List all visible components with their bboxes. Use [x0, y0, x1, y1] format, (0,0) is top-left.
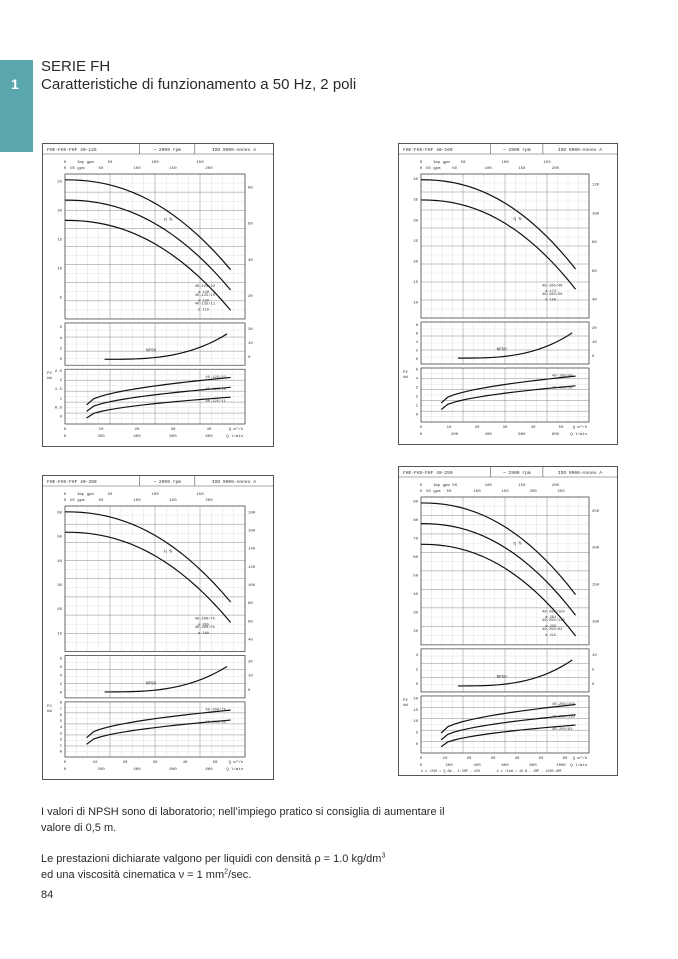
head-right-tick: 80 — [248, 186, 253, 191]
power-curve-label: 40-200/75 — [205, 708, 226, 713]
head-left-tick: 40 — [413, 592, 418, 597]
imp-gpm-tick: 50 — [452, 484, 458, 488]
head-left-tick: 20 — [57, 608, 62, 613]
npsh-label: NPSH — [146, 349, 157, 354]
flow-lmin-tick: 200 — [97, 435, 105, 439]
npsh-right-tick: 0 — [248, 688, 251, 693]
npsh-right-tick: 0 — [592, 355, 595, 359]
chart-rpm-label: ~ 2900 rpm — [153, 480, 181, 485]
npsh-left-tick: 6 — [59, 666, 62, 671]
power-curve-label: 40-200/55 — [205, 720, 226, 725]
imp-gpm-unit: Imp gpm — [77, 493, 94, 497]
power-curve-label: 40-250/92 — [552, 728, 573, 733]
flow-lmin-tick: 1000 — [556, 764, 566, 768]
power-left-tick: 2 — [59, 738, 62, 743]
head-right-tick: 20 — [248, 295, 253, 300]
power-curve-label: 40-250/110 — [552, 715, 575, 720]
flow-lmin-tick: 800 — [205, 768, 213, 772]
head-left-tick: 90 — [413, 500, 418, 505]
chart-standard-label: ISO 9906-Annex A — [211, 480, 256, 485]
power-label: P2 — [47, 704, 52, 709]
impeller-diameter-label: ø 215 — [545, 633, 557, 638]
flow-m3h-tick: 0 — [419, 426, 423, 430]
flow-m3h-tick: 40 — [206, 428, 212, 432]
head-right-tick: 100 — [248, 583, 256, 588]
flow-m3h-tick: 10 — [442, 757, 448, 761]
head-left-tick: 70 — [413, 537, 418, 542]
npsh-curve — [105, 334, 227, 359]
imp-gpm-unit: Imp gpm — [433, 161, 450, 165]
npsh-left-tick: 6 — [415, 332, 418, 337]
imp-gpm-tick: 0 — [419, 484, 423, 488]
npsh-right-tick: 20 — [248, 660, 253, 665]
head-left-tick: 60 — [57, 511, 62, 516]
chart-model-label: FHE-FHS-FHF 40-160 — [403, 148, 453, 153]
flow-m3h-unit: Q m³/h — [228, 428, 243, 432]
chart-standard-label: ISO 9906-Annex A — [557, 471, 602, 476]
us-gpm-tick: 200 — [205, 167, 213, 171]
head-curve-label: 40-250/150 — [541, 610, 565, 615]
head-right-tick: 80 — [248, 602, 253, 607]
flow-lmin-tick: 200 — [445, 764, 453, 768]
us-gpm-tick: 100 — [133, 499, 141, 503]
flow-m3h-tick: 30 — [490, 757, 496, 761]
flow-lmin-tick: 600 — [518, 433, 526, 437]
power-left-tick: 0 — [415, 413, 418, 418]
npsh-left-tick: 4 — [59, 674, 62, 679]
flow-lmin-tick: 400 — [473, 764, 481, 768]
power-left-tick: 0 — [59, 415, 62, 420]
head-left-tick: 40 — [57, 559, 62, 564]
npsh-left-tick: 0 — [59, 357, 62, 362]
head-left-tick: 20 — [413, 260, 418, 265]
npsh-label: NPSH — [496, 348, 507, 353]
chart-standard-label: ISO 9906-Annex A — [211, 148, 256, 153]
page-subtitle: Caratteristiche di funzionamento a 50 Hz, 2 poli — [41, 76, 357, 93]
flow-lmin-tick: 600 — [169, 768, 177, 772]
us-gpm-tick: 100 — [484, 167, 492, 171]
us-gpm-tick: 50 — [446, 490, 452, 494]
head-curve-label: 40-160/30 — [541, 292, 563, 297]
npsh-note-line2: valore di 0,5 m. — [41, 822, 117, 834]
npsh-curve — [458, 333, 572, 358]
head-curve-label: 40-125/11 — [194, 302, 216, 307]
flow-m3h-tick: 20 — [466, 757, 472, 761]
power-unit: kW — [47, 709, 52, 714]
chart-rpm-label: ~ 2900 rpm — [502, 471, 531, 476]
power-left-tick: 3 — [415, 386, 418, 391]
impeller-diameter-label: ø 261 — [545, 616, 557, 621]
flow-lmin-tick: 200 — [97, 768, 105, 772]
flow-m3h-tick: 10 — [98, 428, 104, 432]
head-right-tick: 120 — [592, 183, 600, 188]
npsh-right-tick: 0 — [592, 682, 595, 687]
power-left-tick: 2 — [415, 395, 418, 400]
power-left-tick: 5 — [415, 368, 418, 373]
head-left-tick: 40 — [413, 178, 418, 183]
head-right-tick: 200 — [592, 546, 600, 551]
flow-lmin-tick: 600 — [169, 435, 177, 439]
head-curve — [421, 200, 576, 289]
footer-conversion-a: k x /200 = Q.GW - 1.3HP - 150 — [421, 770, 481, 774]
power-curve-label: 40-160/30 — [552, 386, 573, 391]
flow-lmin-tick: 400 — [133, 768, 141, 772]
chapter-tab — [0, 60, 33, 152]
efficiency-label: η % — [513, 217, 522, 223]
head-left-tick: 15 — [57, 238, 62, 243]
flow-m3h-tick: 40 — [182, 761, 188, 765]
head-right-tick: 100 — [592, 212, 600, 217]
impeller-diameter-label: ø 180 — [198, 631, 209, 636]
power-left-tick: 15 — [413, 708, 418, 713]
us-gpm-tick: 200 — [205, 499, 213, 503]
head-curve — [65, 532, 231, 622]
flow-m3h-tick: 30 — [502, 426, 508, 430]
power-left-tick: 4 — [59, 726, 62, 731]
head-curve-label: 40-200/55 — [194, 626, 216, 631]
flow-lmin-tick: 0 — [419, 433, 423, 437]
flow-lmin-tick: 800 — [551, 433, 560, 437]
npsh-label: NPSH — [496, 676, 507, 681]
power-label: P2 — [403, 698, 408, 703]
flow-lmin-tick: 400 — [484, 433, 492, 437]
chart-model-label: FHE-FHS-FHF 40-250 — [403, 471, 453, 476]
head-right-tick: 40 — [592, 298, 597, 303]
power-left-tick: 1.5 — [54, 388, 62, 393]
power-left-tick: 4 — [415, 377, 418, 382]
us-gpm-tick: 200 — [529, 490, 537, 494]
npsh-right-tick: 20 — [248, 328, 253, 333]
power-left-tick: 7 — [59, 707, 62, 712]
flow-m3h-tick: 50 — [212, 761, 218, 765]
npsh-left-tick: 0 — [415, 682, 418, 687]
density-exponent: 3 — [381, 852, 386, 860]
npsh-curve — [458, 660, 572, 686]
power-unit: kW — [403, 703, 408, 708]
efficiency-label: η % — [164, 549, 173, 555]
head-curves-section — [65, 174, 245, 319]
impeller-diameter-label: ø 140 — [198, 290, 209, 295]
npsh-left-tick: 2 — [415, 349, 418, 354]
us-gpm-unit: US gpm — [70, 499, 85, 503]
npsh-left-tick: 8 — [415, 324, 418, 329]
head-right-tick: 40 — [248, 258, 253, 263]
flow-lmin-tick: 400 — [133, 435, 141, 439]
liquid-note-line1: Le prestazioni dichiarate valgono per liquidi con densità ρ = 1.0 kg/dm — [41, 853, 382, 865]
npsh-right-tick: 10 — [592, 341, 597, 345]
npsh-left-tick: 2 — [415, 668, 418, 673]
us-gpm-unit: US gpm — [426, 490, 441, 494]
head-left-tick: 10 — [413, 301, 418, 306]
impeller-diameter-label: ø 205 — [198, 623, 209, 628]
head-left-tick: 50 — [413, 574, 418, 579]
npsh-left-tick: 0 — [59, 691, 62, 696]
chart-rpm-label: ~ 2900 rpm — [502, 148, 531, 153]
flow-m3h-unit: Q m³/h — [572, 757, 587, 761]
us-gpm-tick: 150 — [501, 490, 509, 494]
page-number: 84 — [41, 889, 54, 901]
head-left-tick: 80 — [413, 519, 418, 524]
npsh-section — [421, 322, 589, 364]
us-gpm-tick: 200 — [551, 167, 560, 171]
power-curve-label: 40-160/40 — [552, 374, 573, 379]
imp-gpm-unit: Imp gpm — [77, 161, 94, 165]
head-left-tick: 25 — [57, 180, 62, 185]
head-left-tick: 20 — [413, 629, 418, 634]
flow-m3h-tick: 30 — [170, 428, 176, 432]
imp-gpm-tick: 150 — [196, 493, 204, 497]
head-left-tick: 10 — [57, 632, 62, 637]
impeller-diameter-label: ø 130 — [198, 299, 209, 304]
efficiency-label: η % — [164, 217, 173, 223]
head-curve — [65, 180, 231, 270]
us-gpm-tick: 0 — [63, 167, 67, 171]
npsh-curve — [105, 666, 227, 691]
head-curve — [421, 503, 576, 595]
power-left-tick: 1 — [59, 744, 62, 749]
npsh-left-tick: 2 — [59, 683, 62, 688]
power-left-tick: 20 — [413, 697, 418, 702]
npsh-left-tick: 4 — [59, 336, 62, 341]
head-right-tick: 100 — [592, 620, 600, 625]
head-curve — [65, 512, 231, 602]
power-left-tick: 3 — [59, 732, 62, 737]
head-right-tick: 250 — [592, 509, 600, 514]
chart-rpm-label: ~ 2900 rpm — [153, 148, 181, 153]
head-curve — [421, 180, 576, 269]
imp-gpm-tick: 150 — [543, 161, 551, 165]
flow-m3h-tick: 40 — [530, 426, 536, 430]
efficiency-label: η % — [513, 541, 522, 547]
npsh-note — [41, 804, 445, 836]
head-curve — [65, 200, 231, 290]
power-left-tick: 0 — [415, 743, 418, 748]
flow-lmin-unit: Q l/min — [226, 435, 243, 439]
npsh-right-tick: 5 — [592, 668, 595, 673]
head-right-tick: 60 — [248, 222, 253, 227]
chart-40-200 — [42, 475, 274, 780]
head-left-tick: 60 — [413, 555, 418, 560]
imp-gpm-tick: 50 — [460, 161, 466, 165]
impeller-diameter-label: ø 150 — [545, 298, 557, 303]
us-gpm-unit: US gpm — [70, 167, 85, 171]
flow-lmin-tick: 800 — [529, 764, 537, 768]
flow-lmin-unit: Q l/min — [570, 433, 587, 437]
flow-m3h-tick: 30 — [152, 761, 158, 765]
liquid-note-line2: ed una viscosità cinematica ν = 1 mm — [41, 869, 225, 881]
liquid-note — [41, 851, 385, 883]
imp-gpm-unit: Imp gpm — [433, 484, 450, 488]
power-left-tick: 5 — [415, 731, 418, 736]
us-gpm-unit: US gpm — [426, 167, 441, 171]
head-curves-section — [65, 506, 245, 651]
npsh-section — [65, 655, 245, 697]
chart-40-250 — [398, 466, 618, 776]
power-left-tick: 5 — [59, 720, 62, 725]
imp-gpm-tick: 100 — [151, 161, 159, 165]
head-left-tick: 30 — [57, 583, 62, 588]
power-left-tick: 6 — [59, 713, 62, 718]
chart-40-160 — [398, 143, 618, 445]
npsh-left-tick: 0 — [415, 357, 418, 362]
flow-lmin-tick: 800 — [205, 435, 213, 439]
head-right-tick: 40 — [248, 638, 253, 643]
head-curve-label: 40-250/110 — [541, 619, 565, 624]
impeller-diameter-label: ø 239 — [545, 625, 557, 630]
power-curve-label: 40-125/15 — [205, 388, 226, 393]
power-left-tick: 1 — [415, 404, 418, 409]
flow-lmin-tick: 0 — [63, 435, 67, 439]
flow-m3h-tick: 20 — [134, 428, 140, 432]
npsh-left-tick: 8 — [59, 657, 62, 662]
head-left-tick: 5 — [59, 296, 62, 301]
head-left-tick: 15 — [413, 281, 418, 286]
npsh-left-tick: 2 — [59, 347, 62, 352]
imp-gpm-tick: 0 — [63, 493, 67, 497]
chart-40-125 — [42, 143, 274, 447]
us-gpm-tick: 0 — [419, 167, 423, 171]
chart-model-label: FHE-FHS-FHF 40-200 — [47, 480, 97, 485]
power-unit: kW — [47, 377, 52, 382]
flow-m3h-tick: 10 — [92, 761, 98, 765]
imp-gpm-tick: 150 — [196, 161, 204, 165]
power-curve-label: 40-250/150 — [552, 703, 575, 708]
npsh-right-tick: 10 — [592, 654, 597, 659]
flow-m3h-tick: 0 — [63, 761, 67, 765]
liquid-note-line2-end: /sec. — [228, 869, 252, 881]
power-label: P2 — [47, 372, 52, 377]
head-left-tick: 35 — [413, 198, 418, 203]
head-curves-section — [421, 174, 589, 318]
npsh-section — [421, 649, 589, 692]
us-gpm-tick: 0 — [63, 499, 67, 503]
flow-m3h-unit: Q m³/h — [572, 426, 587, 430]
flow-m3h-tick: 10 — [446, 426, 452, 430]
npsh-left-tick: 6 — [59, 326, 62, 331]
viscosity-exponent: 2 — [224, 868, 229, 876]
npsh-left-tick: 4 — [415, 654, 418, 659]
npsh-left-tick: 4 — [415, 341, 418, 345]
npsh-right-tick: 0 — [248, 356, 251, 361]
us-gpm-tick: 0 — [419, 490, 423, 494]
imp-gpm-tick: 0 — [63, 161, 67, 165]
head-left-tick: 10 — [57, 267, 62, 272]
imp-gpm-tick: 200 — [551, 484, 560, 488]
us-gpm-tick: 150 — [518, 167, 526, 171]
power-left-tick: 0 — [59, 750, 62, 755]
npsh-right-tick: 10 — [248, 674, 253, 679]
flow-m3h-tick: 20 — [122, 761, 128, 765]
head-right-tick: 80 — [592, 241, 597, 246]
impeller-diameter-label: ø 174 — [545, 290, 557, 295]
imp-gpm-tick: 0 — [419, 161, 423, 165]
head-curve — [421, 524, 576, 616]
us-gpm-tick: 50 — [452, 167, 458, 171]
head-left-tick: 20 — [57, 209, 62, 214]
flow-m3h-tick: 50 — [538, 757, 544, 761]
power-left-tick: 0.5 — [54, 406, 62, 411]
imp-gpm-tick: 100 — [484, 484, 492, 488]
head-right-tick: 140 — [248, 547, 256, 552]
flow-m3h-tick: 0 — [419, 757, 423, 761]
head-left-tick: 25 — [413, 239, 418, 244]
npsh-right-tick: 10 — [248, 342, 253, 347]
footer-conversion-b: k x /1kW = 1% B - 1MP - 1500.2MF — [496, 770, 562, 774]
imp-gpm-tick: 50 — [107, 161, 113, 165]
flow-m3h-tick: 20 — [474, 426, 480, 430]
flow-lmin-tick: 600 — [501, 764, 509, 768]
power-unit: kW — [403, 376, 408, 380]
us-gpm-tick: 250 — [557, 490, 565, 494]
chapter-number: 1 — [11, 76, 19, 92]
flow-lmin-unit: Q l/min — [226, 768, 243, 772]
npsh-note-line1: I valori di NPSH sono di laboratorio; nell’impiego pratico si consiglia di aumentare il — [41, 806, 445, 818]
flow-lmin-tick: 0 — [419, 764, 423, 768]
power-left-tick: 2.5 — [54, 369, 62, 374]
head-curve-label: 40-125/22 — [194, 285, 216, 290]
us-gpm-tick: 50 — [98, 499, 104, 503]
flow-m3h-unit: Q m³/h — [228, 761, 243, 765]
head-left-tick: 50 — [57, 535, 62, 540]
head-left-tick: 30 — [413, 219, 418, 224]
us-gpm-tick: 150 — [169, 499, 177, 503]
flow-lmin-unit: Q l/min — [570, 764, 587, 768]
head-right-tick: 120 — [248, 565, 256, 570]
chart-standard-label: ISO 9906-Annex A — [557, 148, 602, 153]
power-curve-label: 40-125/11 — [205, 400, 226, 405]
power-label: P2 — [403, 371, 408, 375]
impeller-diameter-label: ø 110 — [198, 308, 209, 313]
imp-gpm-tick: 150 — [518, 484, 526, 488]
imp-gpm-tick: 100 — [151, 493, 159, 497]
head-curve-label: 40-125/15 — [194, 293, 216, 298]
head-right-tick: 180 — [248, 511, 256, 516]
npsh-section — [65, 323, 245, 365]
flow-lmin-tick: 0 — [63, 768, 67, 772]
npsh-label: NPSH — [146, 682, 157, 687]
head-left-tick: 30 — [413, 611, 418, 616]
flow-m3h-tick: 0 — [63, 428, 67, 432]
flow-lmin-tick: 200 — [450, 433, 459, 437]
head-curve-label: 40-160/40 — [541, 284, 563, 289]
imp-gpm-tick: 50 — [107, 493, 113, 497]
us-gpm-tick: 50 — [98, 167, 104, 171]
power-left-tick: 1 — [59, 397, 62, 402]
power-left-tick: 8 — [59, 701, 62, 706]
npsh-right-tick: 20 — [592, 327, 597, 331]
head-right-tick: 60 — [592, 269, 597, 274]
imp-gpm-tick: 100 — [501, 161, 509, 165]
power-left-tick: 10 — [413, 720, 418, 725]
flow-m3h-tick: 40 — [514, 757, 520, 761]
head-curve-label: 40-250/92 — [541, 628, 563, 633]
head-right-tick: 150 — [592, 583, 600, 588]
power-curve-label: 40-125/22 — [205, 376, 226, 381]
us-gpm-tick: 150 — [169, 167, 177, 171]
head-right-tick: 60 — [248, 620, 253, 625]
power-left-tick: 2 — [59, 379, 62, 384]
flow-m3h-tick: 50 — [558, 426, 564, 430]
flow-m3h-tick: 60 — [562, 757, 568, 761]
us-gpm-tick: 100 — [133, 167, 141, 171]
head-right-tick: 160 — [248, 529, 256, 534]
series-title: SERIE FH — [41, 58, 111, 75]
head-curve-label: 40-200/75 — [194, 617, 216, 622]
us-gpm-tick: 100 — [473, 490, 481, 494]
chart-model-label: FHE-FHS-FHF 40-125 — [47, 148, 97, 153]
